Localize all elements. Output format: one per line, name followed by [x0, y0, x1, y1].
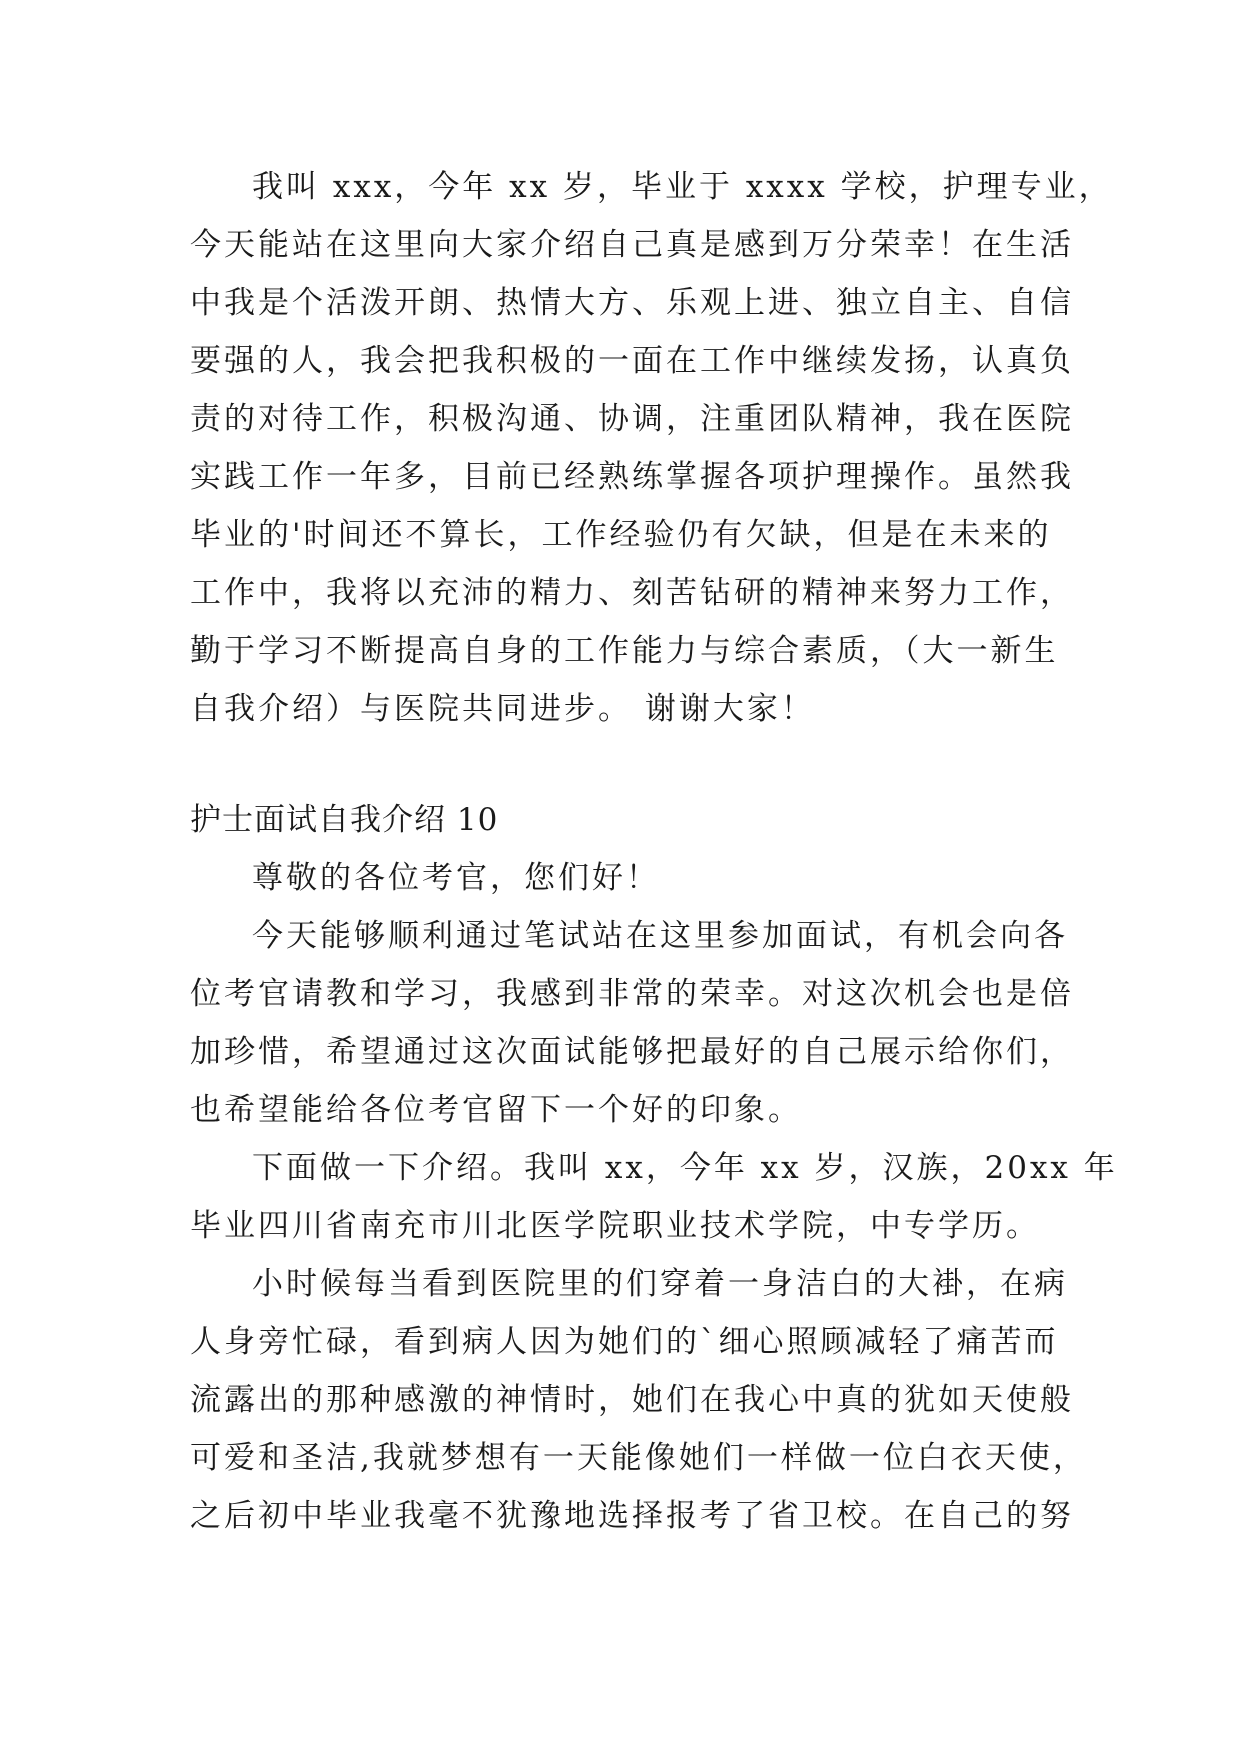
- paragraph-line: 工作中，我将以充沛的精力、刻苦钻研的精神来努力工作，: [190, 575, 1074, 611]
- paragraph-line: 要强的人，我会把我积极的一面在工作中继续发扬，认真负: [190, 343, 1074, 379]
- paragraph-line: 毕业四川省南充市川北医学院职业技术学院，中专学历。: [190, 1208, 1040, 1244]
- paragraph-line: 也希望能给各位考官留下一个好的印象。: [190, 1092, 802, 1128]
- paragraph-line: 今天能站在这里向大家介绍自己真是感到万分荣幸！在生活: [190, 227, 1074, 263]
- paragraph-line: 之后初中毕业我毫不犹豫地选择报考了省卫校。在自己的努: [190, 1498, 1074, 1534]
- paragraph-line: 责的对待工作，积极沟通、协调，注重团队精神，我在医院: [190, 401, 1074, 437]
- paragraph-line: 下面做一下介绍。我叫 xx，今年 xx 岁，汉族，20xx 年: [252, 1150, 1118, 1186]
- paragraph-line: 流露出的那种感激的神情时，她们在我心中真的犹如天使般: [190, 1382, 1074, 1418]
- paragraph-line: 加珍惜，希望通过这次面试能够把最好的自己展示给你们，: [190, 1034, 1074, 1070]
- paragraph-line: 实践工作一年多，目前已经熟练掌握各项护理操作。虽然我: [190, 459, 1074, 495]
- paragraph-line: 人身旁忙碌，看到病人因为她们的`细心照顾减轻了痛苦而: [190, 1324, 1059, 1360]
- paragraph-line: 自我介绍）与医院共同进步。 谢谢大家！: [190, 691, 815, 727]
- greeting: 尊敬的各位考官，您们好！: [252, 860, 660, 896]
- paragraph-line: 毕业的'时间还不算长，工作经验仍有欠缺，但是在未来的: [190, 517, 1052, 553]
- paragraph-line: 今天能够顺利通过笔试站在这里参加面试，有机会向各: [252, 918, 1068, 954]
- paragraph-line: 中我是个活泼开朗、热情大方、乐观上进、独立自主、自信: [190, 285, 1074, 321]
- paragraph-line: 我叫 xxx，今年 xx 岁，毕业于 xxxx 学校，护理专业，: [252, 169, 1113, 205]
- paragraph-line: 位考官请教和学习，我感到非常的荣幸。对这次机会也是倍: [190, 976, 1074, 1012]
- section-title: 护士面试自我介绍 10: [190, 802, 499, 838]
- paragraph-line: 可爱和圣洁,我就梦想有一天能像她们一样做一位白衣天使，: [190, 1440, 1087, 1476]
- paragraph-line: 小时候每当看到医院里的们穿着一身洁白的大褂，在病: [252, 1266, 1068, 1302]
- paragraph-line: 勤于学习不断提高自身的工作能力与综合素质，（大一新生: [190, 633, 1059, 669]
